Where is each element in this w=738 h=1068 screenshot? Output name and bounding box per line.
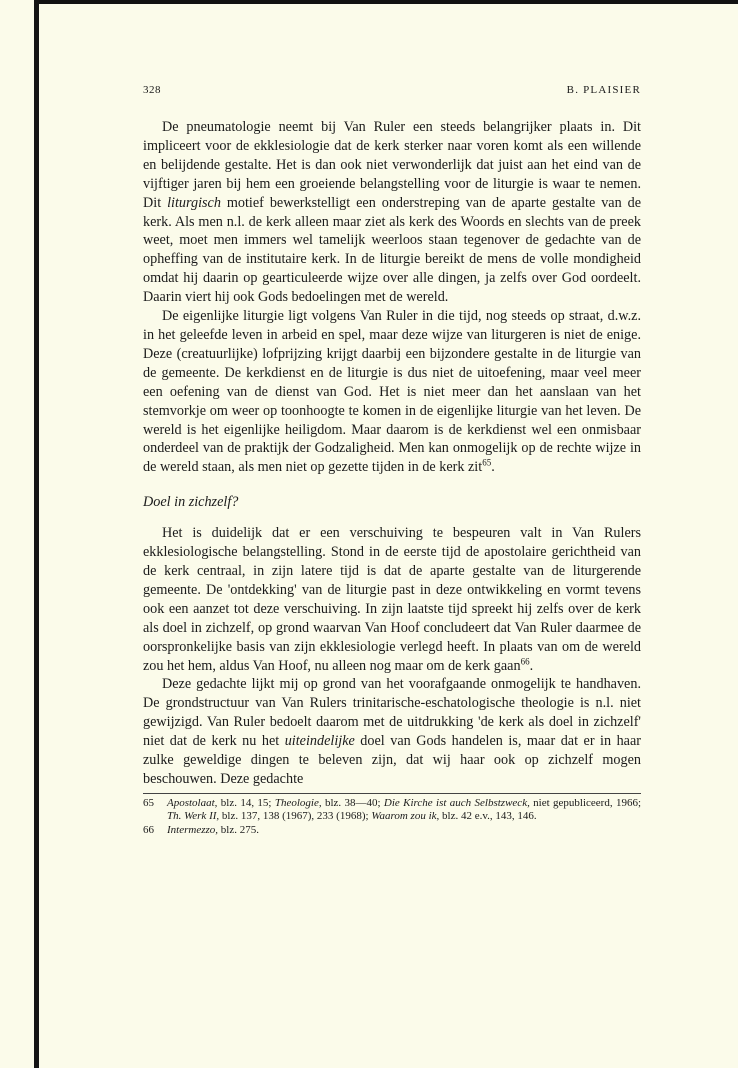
running-head-author: B. PLAISIER [566,84,641,96]
paragraph-1: De pneumatologie neemt bij Van Ruler een steeds belangrijker plaats in. Dit impliceert voor de ekklesiologie dat de kerk sterker naar voren komt als een willende en belijdende gestalte. Het is dan ook niet verwonderlijk dat juist aan het eind van de vijftiger jaren bij hem een groeiende belangstelling voor de liturgie is waar te nemen. Dit liturgisch motief bewerkstelligt een onderstreping van de aparte gestalte van de kerk. Als men n.l. de kerk alleen maar ziet als kerk des Woords en slechts van de preek weet, moet men immers wel tamelijk weerloos staan tegenover de gedachte van de opheffing van de institutaire kerk. In de liturgie bereikt de mens de volle mondigheid omdat hij daarin op gearticuleerde wijze over alle dingen, ja zelfs over God oordeelt. Daarin viert hij ook Gods bedoelingen met de wereld. [143,119,641,306]
page-number: 328 [143,84,161,96]
body-text [143,118,641,477]
footnote-number: 66 [143,823,154,836]
footnote-text: Intermezzo, blz. 275. [167,823,259,836]
page [143,84,641,837]
scan-left-edge [34,0,39,1068]
paragraph-2: De eigenlijke liturgie ligt volgens Van Ruler in die tijd, nog steeds op straat, d.w.z. in het geleefde leven in arbeid en spel, maar deze wijze van liturgeren is niet de enige. Deze (creatuurlijke) lofprijzing krijgt daarbij een bijzondere gestalte in de liturgie van de gemeente. De kerkdienst en de liturgie is dus niet de uitoefening, maar veel meer een oefening van de dienst van God. Het is niet meer dan het aanslaan van het stemvorkje om weer op toonhoogte te komen in de eigenlijke liturgie van het leven. De wereld is het eigenlijke heiligdom. Maar daarom is de kerkdienst wel een onmisbaar onderdeel van de praktijk der Godzaligheid. Men kan onmogelijk op de rechte wijze in de wereld staan, als men niet op gezette tijden in de kerk zit$^{65}$. [143,308,641,476]
section-heading: Doel in zichzelf? [143,494,239,511]
footnote-divider [143,793,641,794]
scan-top-edge [38,0,738,4]
footnote-number: 65 [143,796,154,809]
paragraph-3: Het is duidelijk dat er een verschuiving te bespeuren valt in Van Rulers ekklesiologische belangstelling. Stond in de eerste tijd de apostolaire gerichtheid van de kerk centraal, in zijn latere tijd is dat de aparte gestalte van de liturgerende gemeente. De 'ontdekking' van de liturgie past in deze ontwikkeling en vormt tevens ook een aanzet tot deze verschuiving. In zijn laatste tijd spreekt hij zelfs over de kerk als doel in zichzelf, op grond waarvan Van Hoof concludeert dat Van Ruler daarmee de oorspronkelijke basis van zijn ekklesiologie verlegd heeft. In plaats van om de wereld zou het hem, aldus Van Hoof, nu alleen nog maar om de kerk gaan$^{66}$. [143,525,641,674]
footnote-text: Apostolaat, blz. 14, 15; Theologie, blz. 38—40; Die Kirche ist auch Selbstzweck, niet gepubliceerd, 1966; Th. Werk II, blz. 137, 138 (1967), 233 (1968); Waarom zou ik, blz. 42 e.v., 143, 146. [167,796,642,823]
footnote-65 [143,797,641,824]
paragraph-4: Deze gedachte lijkt mij op grond van het voorafgaande onmogelijk te handhaven. De grondstructuur van Van Rulers trinitarische-eschatologische theologie is n.l. niet gewijzigd. Van Ruler bedoelt daarom met de uitdrukking 'de kerk als doel in zichzelf' niet dat de kerk nu het uiteindelijke doel van Gods handelen is, maar dat er in haar zulke geweldige dingen te beleven zijn, dat wij haar ook op zichzelf mogen beschouwen. Deze gedachte [143,676,641,787]
footnote-ref-65[interactable]: 65 [482,457,492,468]
body-text-2 [143,524,641,789]
running-head [143,84,641,96]
footnote-66 [143,824,641,838]
footnote-ref-66[interactable]: 66 [520,655,530,666]
